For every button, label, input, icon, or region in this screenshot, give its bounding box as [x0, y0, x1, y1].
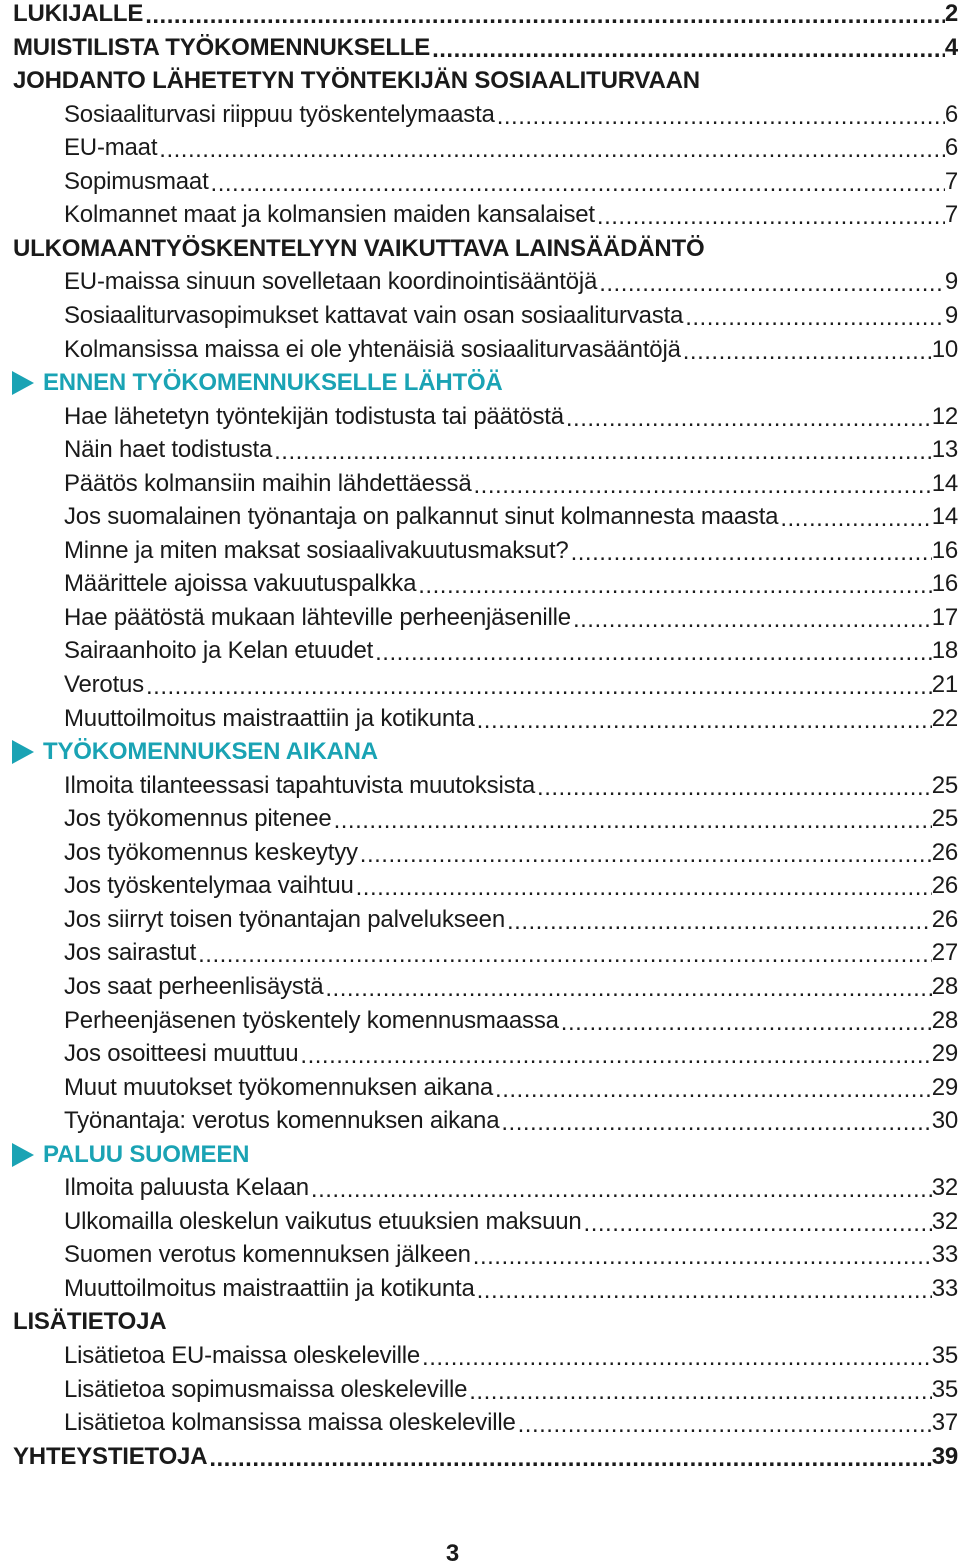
section-arrow-icon: [12, 371, 34, 395]
toc-page-number: 32: [931, 1207, 958, 1235]
toc-entry-label: Jos työkomennus keskeytyy: [64, 838, 358, 866]
toc-entry-label: JOHDANTO LÄHETETYN TYÖNTEKIJÄN SOSIAALITURVAAN: [13, 67, 700, 95]
toc-page-number: 32: [931, 1174, 958, 1202]
toc-page-number: 16: [931, 570, 958, 598]
toc-entry-label: Suomen verotus komennuksen jälkeen: [64, 1241, 471, 1269]
toc-entry[interactable]: [64, 802, 958, 836]
toc-entry[interactable]: [64, 1171, 958, 1205]
dot-leader: [356, 874, 932, 898]
toc-entry-label: Kolmansissa maissa ei ole yhtenäisiä sosiaaliturvasääntöjä: [64, 335, 681, 363]
toc-entry-label: Jos osoitteesi muuttuu: [64, 1040, 299, 1068]
toc-entry[interactable]: [64, 1104, 958, 1138]
toc-entry-label: Minne ja miten maksat sosiaalivakuutusmaksut?: [64, 536, 569, 564]
dot-leader: [146, 673, 932, 697]
dot-leader: [518, 1411, 932, 1435]
dot-leader: [360, 841, 932, 865]
toc-entry[interactable]: [64, 1004, 958, 1038]
toc-page-number: 14: [931, 503, 958, 531]
toc-entry-label: Sairaanhoito ja Kelan etuudet: [64, 637, 374, 665]
toc-entry[interactable]: [64, 534, 958, 568]
dot-leader: [571, 539, 932, 563]
toc-page-number: 7: [944, 201, 958, 229]
toc-entry[interactable]: [64, 1373, 958, 1407]
toc-entry[interactable]: [64, 769, 958, 803]
toc-page-number: 29: [931, 1040, 958, 1068]
toc-entry-label: ENNEN TYÖKOMENNUKSELLE LÄHTÖÄ: [43, 369, 503, 397]
toc-page-number: 13: [931, 436, 958, 464]
dot-leader: [198, 941, 932, 965]
dot-leader: [495, 1076, 932, 1100]
toc-chapter: [13, 232, 958, 266]
toc-page-number: 4: [944, 33, 958, 61]
toc-entry-label: Ilmoita paluusta Kelaan: [64, 1174, 309, 1202]
toc-page-number: 29: [931, 1073, 958, 1101]
toc-entry-label: PALUU SUOMEEN: [43, 1140, 250, 1168]
toc-entry[interactable]: [64, 500, 958, 534]
toc-entry-label: LUKIJALLE: [13, 0, 144, 27]
toc-entry[interactable]: [64, 165, 958, 199]
dot-leader: [501, 1109, 931, 1133]
toc-entry-label: Päätös kolmansiin maihin lähdettäessä: [64, 469, 472, 497]
toc-page-number: 35: [931, 1375, 958, 1403]
dot-leader: [683, 338, 932, 362]
dot-leader: [334, 807, 932, 831]
toc-entry-label: Muuttoilmoitus maistraattiin ja kotikunta: [64, 1274, 475, 1302]
toc-entry[interactable]: [64, 1238, 958, 1272]
toc-entry[interactable]: [64, 467, 958, 501]
dot-leader: [477, 707, 932, 731]
toc-entry-label: Jos sairastut: [64, 939, 197, 967]
toc-page-number: 28: [931, 1006, 958, 1034]
toc-page-number: 10: [931, 335, 958, 363]
toc-entry-label: Sosiaaliturvasi riippuu työskentelymaasta: [64, 100, 495, 128]
toc-entry[interactable]: [64, 567, 958, 601]
toc-entry[interactable]: [64, 333, 958, 367]
dot-leader: [375, 639, 932, 663]
dot-leader: [477, 1277, 932, 1301]
dot-leader: [507, 908, 932, 932]
dot-leader: [209, 1445, 931, 1469]
toc-page-number: 16: [931, 536, 958, 564]
toc-entry-label: Jos suomalainen työnantaja on palkannut sinut kolmannesta maasta: [64, 503, 779, 531]
toc-entry-label: Lisätietoa EU-maissa oleskeleville: [64, 1342, 421, 1369]
toc-section-heading: [12, 366, 958, 400]
toc-page-number: 14: [931, 469, 958, 497]
toc-entry-label: Määrittele ajoissa vakuutuspalkka: [64, 570, 417, 598]
dot-leader: [159, 136, 945, 160]
toc-page-number: 18: [931, 637, 958, 665]
toc-entry[interactable]: [64, 668, 958, 702]
toc-page-number: 9: [944, 301, 958, 329]
dot-leader: [473, 1243, 932, 1267]
dot-leader: [584, 1210, 932, 1234]
toc-entry[interactable]: [64, 1037, 958, 1071]
toc-entry-label: Lisätietoa kolmansissa maissa oleskeleville: [64, 1409, 516, 1437]
toc-page-number: 39: [931, 1442, 958, 1470]
toc-entry[interactable]: [64, 601, 958, 635]
toc-entry-label: Muuttoilmoitus maistraattiin ja kotikunta: [64, 704, 475, 732]
toc-entry[interactable]: [64, 1205, 958, 1239]
toc-entry[interactable]: [64, 265, 958, 299]
dot-leader: [561, 1009, 932, 1033]
toc-entry[interactable]: [64, 433, 958, 467]
dot-leader: [599, 270, 945, 294]
dot-leader: [311, 1176, 932, 1200]
dot-leader: [418, 572, 931, 596]
toc-entry-label: ULKOMAANTYÖSKENTELYYN VAIKUTTAVA LAINSÄÄDÄNTÖ: [13, 234, 705, 262]
toc-entry[interactable]: [64, 131, 958, 165]
toc-entry-label: Hae päätöstä mukaan lähteville perheenjäsenille: [64, 603, 571, 631]
toc-entry-label: Muut muutokset työkomennuksen aikana: [64, 1073, 494, 1101]
toc-page-number: 26: [931, 838, 958, 866]
dot-leader: [325, 975, 931, 999]
toc-page-number: 33: [931, 1274, 958, 1302]
toc-entry-label: Perheenjäsenen työskentely komennusmaassa: [64, 1006, 559, 1034]
toc-entry-label: Jos työskentelymaa vaihtuu: [64, 872, 354, 900]
toc-page-number: 28: [931, 972, 958, 1000]
toc-entry[interactable]: [64, 936, 958, 970]
toc-page-number: 25: [931, 805, 958, 833]
toc-entry[interactable]: [64, 1272, 958, 1306]
dot-leader: [685, 304, 945, 328]
toc-entry[interactable]: [64, 1406, 958, 1440]
toc-entry-label: Jos siirryt toisen työnantajan palvelukseen: [64, 905, 505, 933]
toc-entry-label: Kolmannet maat ja kolmansien maiden kansalaiset: [64, 201, 595, 229]
toc-entry-label: EU-maat: [64, 134, 158, 162]
toc-entry-label: TYÖKOMENNUKSEN AIKANA: [43, 738, 378, 766]
dot-leader: [145, 2, 945, 26]
section-arrow-icon: [12, 740, 34, 764]
toc-entry-label: Hae lähetetyn työntekijän todistusta tai päätöstä: [64, 402, 564, 430]
toc-chapter[interactable]: [13, 0, 958, 31]
toc-page-number: 26: [931, 872, 958, 900]
toc-entry[interactable]: [64, 836, 958, 870]
toc-entry-label: Näin haet todistusta: [64, 436, 273, 464]
page-number: 3: [445, 1540, 460, 1567]
toc-entry-label: LISÄTIETOJA: [13, 1308, 167, 1336]
toc-section-heading: [12, 735, 958, 769]
toc-page-number: 6: [944, 100, 958, 128]
toc-entry[interactable]: [64, 98, 958, 132]
toc-entry[interactable]: [64, 299, 958, 333]
toc-entry[interactable]: [64, 702, 958, 736]
toc-entry-label: YHTEYSTIETOJA: [13, 1442, 208, 1470]
toc-page-number: 6: [944, 134, 958, 162]
toc-chapter: [13, 1305, 958, 1339]
dot-leader: [422, 1344, 932, 1368]
toc-page-number: 9: [944, 268, 958, 296]
toc-entry-label: Lisätietoa sopimusmaissa oleskeleville: [64, 1375, 468, 1403]
dot-leader: [474, 472, 932, 496]
toc-page-number: 26: [931, 905, 958, 933]
dot-leader: [211, 170, 945, 194]
toc-entry-label: MUISTILISTA TYÖKOMENNUKSELLE: [13, 33, 431, 61]
toc-entry[interactable]: [64, 903, 958, 937]
dot-leader: [597, 203, 945, 227]
toc-entry-label: Jos työkomennus pitenee: [64, 805, 332, 833]
toc-section-heading: [12, 1138, 958, 1172]
toc-entry-label: Verotus: [64, 671, 144, 698]
dot-leader: [780, 505, 931, 529]
toc-page-number: 35: [931, 1342, 958, 1369]
dot-leader: [274, 438, 932, 462]
toc-entry[interactable]: [64, 970, 958, 1004]
toc-entry-label: Ulkomailla oleskelun vaikutus etuuksien maksuun: [64, 1207, 582, 1235]
toc-chapter[interactable]: [13, 31, 958, 65]
toc-entry[interactable]: [64, 1339, 958, 1373]
toc-page-number: 12: [931, 402, 958, 430]
toc-page-number: 37: [931, 1409, 958, 1437]
dot-leader: [300, 1042, 931, 1066]
toc-chapter[interactable]: [13, 1440, 958, 1474]
dot-leader: [573, 606, 932, 630]
toc-entry[interactable]: [64, 1071, 958, 1105]
toc-page-number: 30: [931, 1107, 958, 1135]
toc-page-number: 22: [931, 704, 958, 732]
toc-entry-label: Sopimusmaat: [64, 167, 209, 195]
dot-leader: [537, 774, 932, 798]
toc-entry-label: Jos saat perheenlisäystä: [64, 972, 324, 1000]
toc-entry-label: Sosiaaliturvasopimukset kattavat vain osan sosiaaliturvasta: [64, 301, 684, 329]
dot-leader: [497, 103, 945, 127]
toc-entry[interactable]: [64, 869, 958, 903]
toc-entry[interactable]: [64, 634, 958, 668]
dot-leader: [566, 405, 932, 429]
dot-leader: [469, 1378, 931, 1402]
toc-chapter: [13, 64, 958, 98]
section-arrow-icon: [12, 1143, 34, 1167]
toc-page-number: 2: [944, 0, 958, 27]
toc-page-number: 17: [931, 603, 958, 631]
dot-leader: [432, 36, 945, 60]
toc-page-number: 21: [931, 671, 958, 698]
toc-entry[interactable]: [64, 198, 958, 232]
toc-page-number: 33: [931, 1241, 958, 1269]
toc-entry-label: Työnantaja: verotus komennuksen aikana: [64, 1107, 500, 1135]
toc-entry[interactable]: [64, 400, 958, 434]
toc-entry-label: EU-maissa sinuun sovelletaan koordinointisääntöjä: [64, 268, 598, 296]
toc-page-number: 27: [931, 939, 958, 967]
toc-page-number: 25: [931, 771, 958, 799]
toc-entry-label: Ilmoita tilanteessasi tapahtuvista muutoksista: [64, 771, 536, 799]
toc-page-number: 7: [944, 167, 958, 195]
